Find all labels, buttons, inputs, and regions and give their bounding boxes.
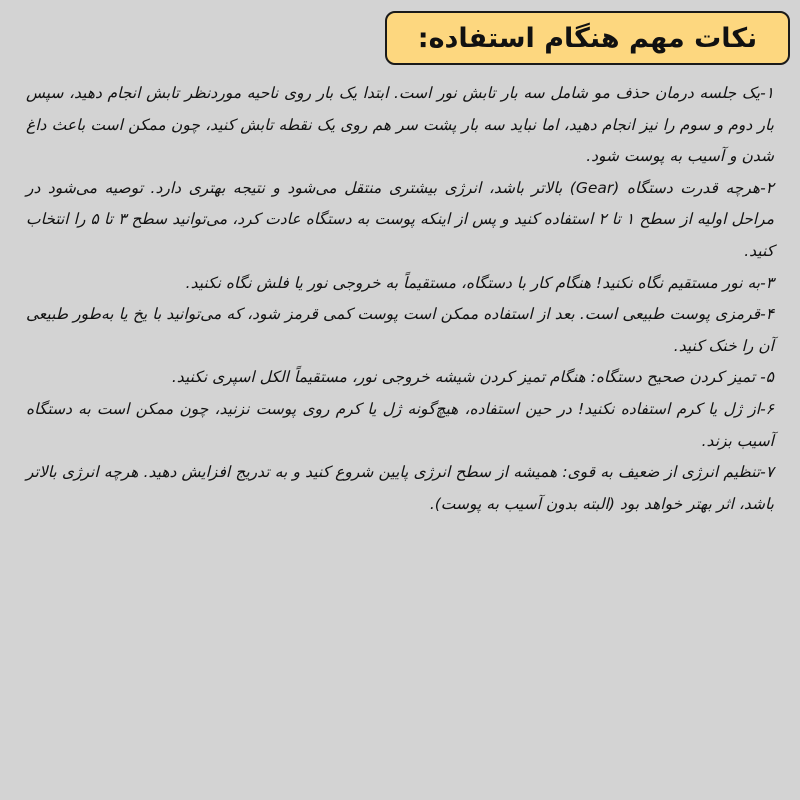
page-title: نکات مهم هنگام استفاده: [417, 22, 758, 54]
tip-item: ۲-هرچه قدرت دستگاه (Gear) بالاتر باشد، انرژی بیشتری منتقل می‌شود و نتیجه بهتری دارد. توصیه می‌شود در مراحل اولیه از سطح ۱ تا ۲ استفاده کنید و پس از اینکه پوست به دستگاه عادت کرد، می‌توانید سطح ۳ تا ۵ را انتخاب کنید. [26, 178, 775, 260]
tip-item: ۶-از ژل یا کرم استفاده نکنید! در حین استفاده، هیچ‌گونه ژل یا کرم روی پوست نزنید، چون ممکن است به دستگاه آسیب بزند. [26, 399, 774, 450]
tip-item: ۳-به نور مستقیم نگاه نکنید! هنگام کار با دستگاه، مستقیماً به خروجی نور یا فلش نگاه نکنید. [185, 273, 774, 292]
title-banner [385, 11, 790, 65]
tips-list [26, 78, 774, 520]
tip-item: ۷-تنظیم انرژی از ضعیف به قوی: همیشه از سطح انرژی پایین شروع کنید و به تدریج افزایش دهید. هرچه انرژی بالاتر باشد، اثر بهتر خواهد بود (البته بدون آسیب به پوست). [26, 463, 774, 513]
tip-item: ۱-یک جلسه درمان حذف مو شامل سه بار تابش نور است. ابتدا یک بار روی ناحیه موردنظر تابش انجام دهید، سپس بار دوم و سوم را نیز انجام دهید، اما نباید سه بار پشت سر هم روی یک نقطه تابش کنید، چون ممکن است باعث داغ شدن و آسیب به پوست شود. [26, 84, 774, 166]
tip-item: ۴-قرمزی پوست طبیعی است. بعد از استفاده ممکن است پوست کمی قرمز شود، که می‌توانید با یخ یا به‌طور طبیعی آن را خنک کنید. [26, 305, 774, 355]
tip-item: ۵- تمیز کردن صحیح دستگاه: هنگام تمیز کردن شیشه خروجی نور، مستقیماً الکل اسپری نکنید. [171, 368, 774, 387]
